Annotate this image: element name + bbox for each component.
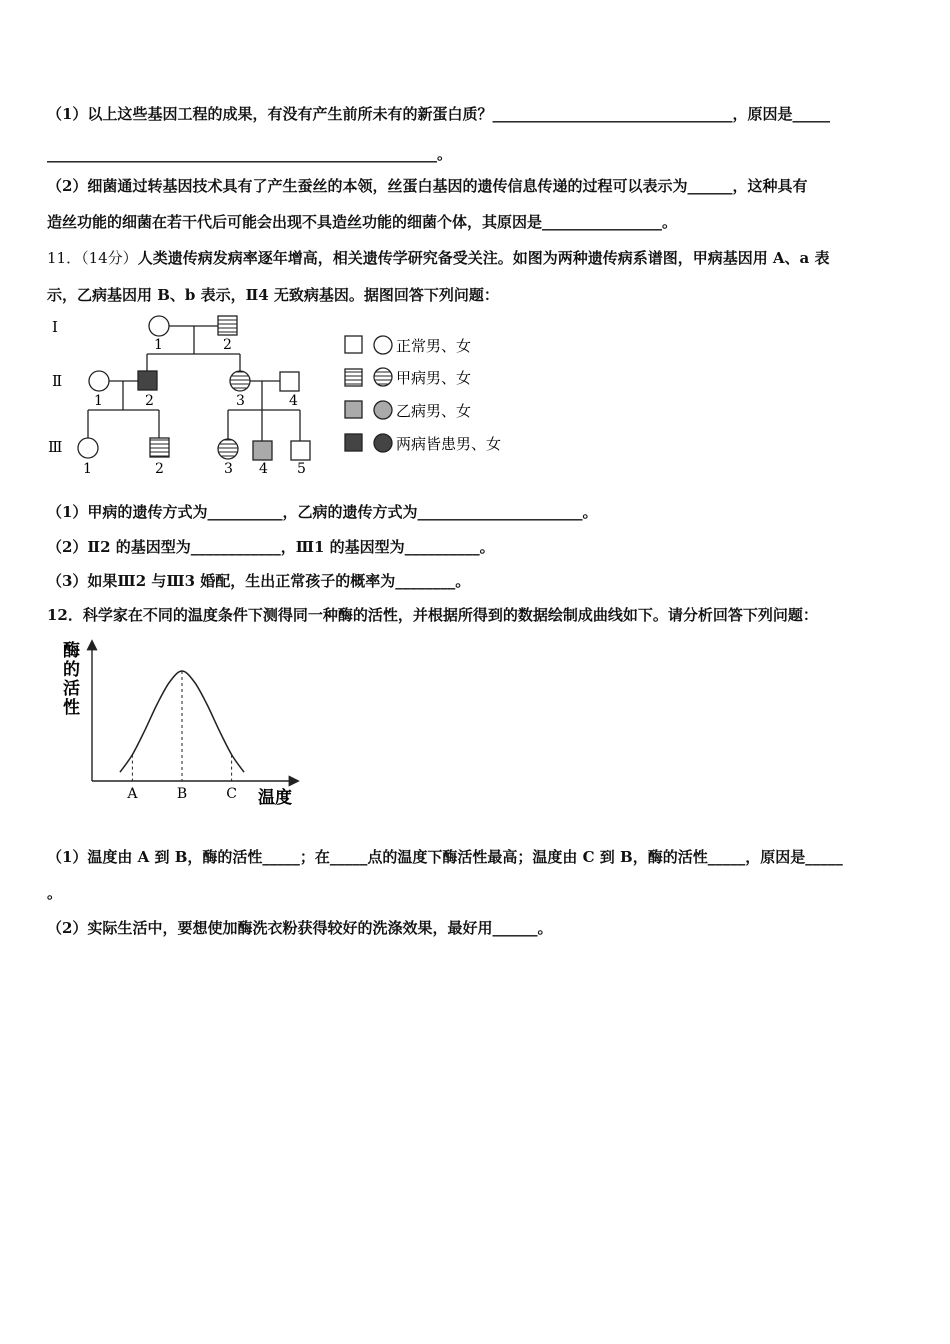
- gen3-id-3: 3: [224, 461, 233, 477]
- q10-part1-line2: ____________________________________________________。: [47, 145, 453, 163]
- gen2-male-2-both-diseases: [138, 371, 157, 390]
- legend-disease-a-female: [374, 368, 392, 386]
- gen3-male-2-disease-a: [150, 438, 169, 457]
- q12-stem: 12．科学家在不同的温度条件下测得同一种酶的活性，并根据所得到的数据绘制成曲线如下。请分析回答下列问题：: [47, 606, 818, 624]
- q11-sub1: （1）甲病的遗传方式为__________，乙病的遗传方式为______________________。: [47, 503, 598, 521]
- gen3-female-1-normal: [78, 438, 98, 458]
- ylabel-char-3: 活: [63, 679, 80, 699]
- enzyme-activity-chart: [55, 636, 315, 811]
- gen3-id-4: 4: [259, 461, 268, 477]
- q11-number: 11．（14分）: [47, 249, 138, 267]
- gen1-male-2-disease-a: [218, 316, 237, 335]
- gen3-male-4-disease-b: [253, 441, 272, 460]
- ylabel-char-1: 酶: [63, 641, 80, 661]
- q12-sub2: （2）实际生活中，要想使加酶洗衣粉获得较好的洗涤效果，最好用______。: [47, 919, 553, 937]
- legend-normal-female: [374, 336, 392, 354]
- gen1-id-1: 1: [154, 337, 163, 353]
- legend-disease-b-male: [345, 401, 362, 418]
- q10-part2-line2: 造丝功能的细菌在若干代后可能会出现不具造丝功能的细菌个体，其原因是________________。: [47, 213, 678, 231]
- q12-sub1-line1: （1）温度由 A 到 B，酶的活性_____；在_____点的温度下酶活性最高；温度由 C 到 B，酶的活性_____，原因是_____: [47, 848, 843, 866]
- gen3-id-5: 5: [297, 461, 306, 477]
- gen2-id-1: 1: [94, 393, 103, 409]
- tick-label-a: A: [127, 786, 138, 802]
- legend-both-female: [374, 434, 392, 452]
- xlabel: 温度: [258, 788, 292, 808]
- q11-sub3: （3）如果Ⅲ2 与Ⅲ3 婚配，生出正常孩子的概率为________。: [47, 572, 471, 590]
- q11-stem-line1: [47, 247, 830, 268]
- gen2-id-2: 2: [145, 393, 154, 409]
- gen3-id-2: 2: [155, 461, 164, 477]
- gen2-id-4: 4: [289, 393, 298, 409]
- ylabel-char-2: 的: [63, 660, 80, 680]
- legend-normal-male: [345, 336, 362, 353]
- legend-both-male: [345, 434, 362, 451]
- q10-part2-line1: （2）细菌通过转基因技术具有了产生蚕丝的本领，丝蛋白基因的遗传信息传递的过程可以表示为______，这种具有: [47, 177, 808, 195]
- gen2-male-4-normal: [280, 372, 299, 391]
- legend-disease-a-male: [345, 369, 362, 386]
- gen3-female-3-disease-a: [218, 439, 238, 459]
- ylabel-char-4: 性: [63, 698, 80, 718]
- gen-label-1: Ⅰ: [52, 318, 58, 336]
- tick-label-b: B: [176, 786, 188, 802]
- gen2-id-3: 3: [236, 393, 245, 409]
- legend-disease-b-label: 乙病男、女: [396, 402, 472, 420]
- legend-both-label: 两病皆患男、女: [396, 435, 502, 453]
- gen3-id-1: 1: [83, 461, 92, 477]
- q10-part1-line1: （1）以上这些基因工程的成果，有没有产生前所未有的新蛋白质？________________________________，原因是_____: [47, 105, 830, 123]
- gen1-female-1-normal: [149, 316, 169, 336]
- legend-disease-b-female: [374, 401, 392, 419]
- pedigree-chart: [40, 310, 540, 480]
- gen3-male-5-normal: [291, 441, 310, 460]
- legend-normal-label: 正常男、女: [396, 337, 472, 355]
- gen-label-2: Ⅱ: [52, 372, 63, 390]
- q12-sub1-line2: 。: [47, 884, 63, 902]
- q11-stem-text: 人类遗传病发病率逐年增高，相关遗传学研究备受关注。如图为两种遗传病系谱图，甲病基因用 A、a 表: [137, 249, 830, 267]
- legend-disease-a-label: 甲病男、女: [396, 369, 472, 387]
- gen2-female-3-disease-a: [230, 371, 250, 391]
- gen1-id-2: 2: [223, 337, 232, 353]
- q11-sub2: （2）Ⅱ2 的基因型为____________，Ⅲ1 的基因型为__________。: [47, 538, 495, 556]
- tick-label-c: C: [226, 786, 237, 802]
- gen2-female-1-normal: [89, 371, 109, 391]
- q11-stem-line2: 示，乙病基因用 B、b 表示，Ⅱ4 无致病基因。据图回答下列问题：: [47, 286, 499, 304]
- gen-label-3: Ⅲ: [48, 438, 63, 456]
